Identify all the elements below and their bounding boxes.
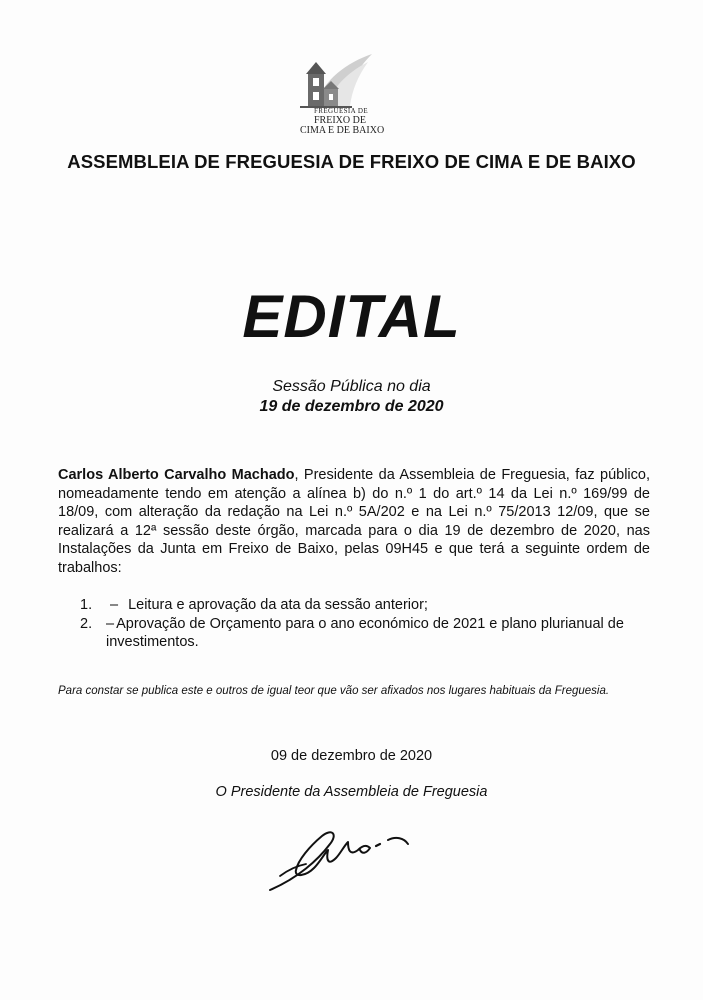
- logo-text-line2: FREIXO DE: [314, 115, 366, 126]
- announcement-body: [58, 466, 650, 578]
- logo-text-line1: FREGUESIA DE: [314, 107, 368, 115]
- handwritten-signature: [258, 820, 418, 900]
- document-date: 09 de dezembro de 2020: [270, 748, 433, 764]
- logo-text-line3: CIMA E DE BAIXO: [300, 125, 385, 136]
- session-info: [0, 377, 703, 417]
- edital-heading: EDITAL: [242, 283, 461, 350]
- assembly-title: ASSEMBLEIA DE FREGUESIA DE FREIXO DE CIMA E DE BAIXO: [67, 151, 636, 172]
- announcement-text: , Presidente da Assembleia de Freguesia, faz público, nomeadamente tendo em atenção a alínea b) do n.º 1 do art.º 14 da Lei n.º 169/99 de 18/09, com alteração da redação na Lei n.º 5A/202 e na Lei n.º 75/2013 12/09, que se realizará a 12ª sessão deste órgão, marcada para o dia 19 de dezembro de 2020, nas Instalações da Junta em Freixo de Baixo, pelas 09H45 e que terá a seguinte ordem de trabalhos:: [58, 467, 650, 576]
- publication-note: Para constar se publica este e outros de igual teor que vão ser afixados nos lugares habituais da Freguesia.: [58, 685, 610, 697]
- church-tower-icon: [286, 50, 396, 110]
- session-date: 19 de dezembro de 2020: [259, 398, 444, 415]
- agenda-item-text: Aprovação de Orçamento para o ano económico de 2021 e plano plurianual de investimentos.: [106, 615, 624, 651]
- agenda-item: [80, 596, 650, 615]
- agenda-item: [80, 615, 650, 652]
- agenda-item-dash: –: [106, 615, 115, 632]
- agenda-list: [80, 596, 650, 652]
- agenda-item-number: 2.: [80, 615, 93, 632]
- parish-logo: [286, 50, 396, 138]
- agenda-item-dash: –: [110, 597, 119, 613]
- president-name: Carlos Alberto Carvalho Machado: [58, 467, 295, 483]
- agenda-item-text: Leitura e aprovação da ata da sessão anterior;: [128, 597, 428, 613]
- agenda-item-number: 1.: [80, 597, 93, 613]
- session-line: Sessão Pública no dia: [272, 378, 431, 395]
- signatory-title: O Presidente da Assembleia de Freguesia: [215, 784, 488, 800]
